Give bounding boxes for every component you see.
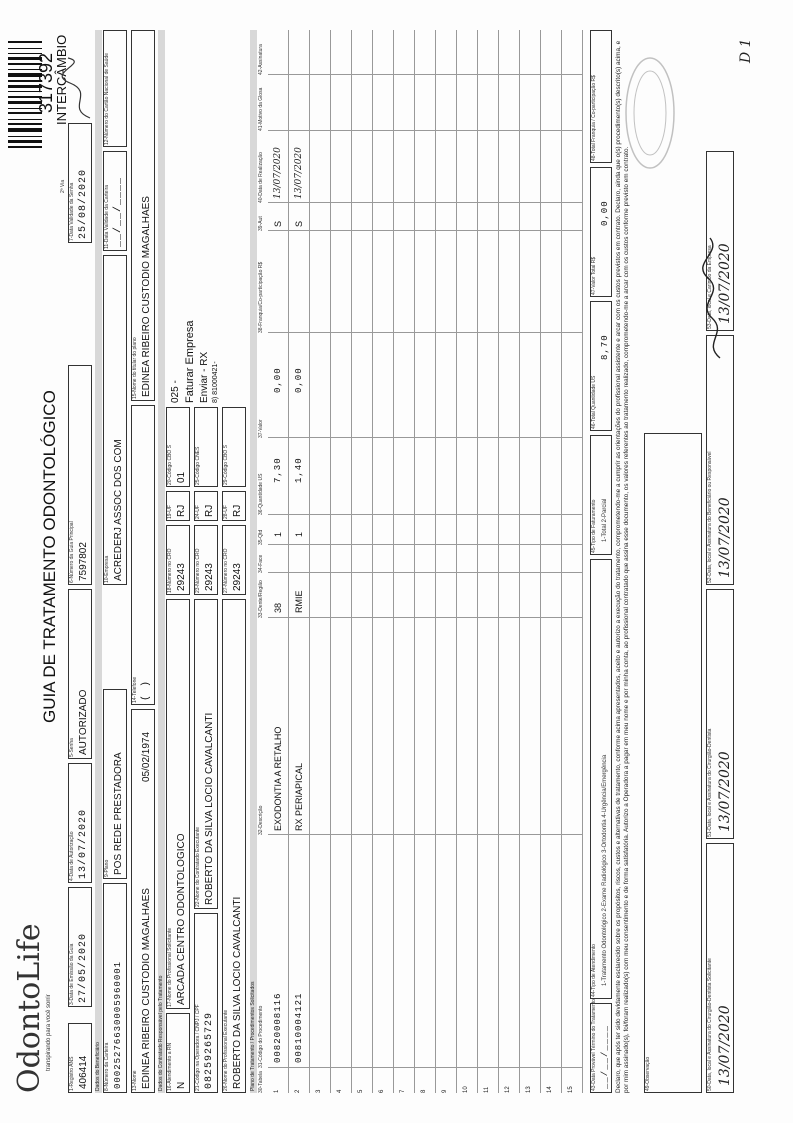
field-senha: 5-Senha AUTORIZADO bbox=[68, 589, 92, 759]
note-line-3: Enviar - RX bbox=[199, 351, 210, 403]
field-tipo-faturamento: 45-Tipo de Faturamento 1-Total 2-Parcial bbox=[590, 435, 612, 555]
row-number: 3 bbox=[316, 1089, 322, 1093]
field-contratado-executante: 22-Nome do Contratado Executante ROBERTO DA SILVA LOCIO CAVALCANTI bbox=[194, 599, 218, 909]
field-profissional-solicitante: 17-Nome do Profissional Solicitante ARCADA CENTRO ODONTOLOGICO bbox=[166, 599, 190, 1009]
field-empresa: 10-Empresa ACREDERJ ASSOC DOS COM bbox=[103, 255, 127, 585]
table-row bbox=[520, 30, 541, 1093]
table-row bbox=[457, 30, 478, 1093]
row-number: 11 bbox=[484, 1086, 490, 1093]
form-title: GUIA DE TRATAMENTO ODONTOLÓGICO bbox=[40, 390, 59, 723]
row-number: 2 bbox=[295, 1089, 301, 1093]
barcode-bar bbox=[8, 140, 42, 143]
table-header: 30-Tabela 31-Código do Procedimento 32-Descrição 33-Dente/Região 34-Face 35-Qtd 36-Quantidade US 37-Valor 38-Franquia/Co-participação R$ 39-Aut 40-Data de Realização 41-Motivo da Glosa 42-Assinatura bbox=[258, 44, 264, 1093]
table-row bbox=[478, 30, 499, 1093]
field-uf-executante: 28-UF RJ bbox=[222, 491, 246, 521]
field-registro-ans: 1-Registro ANS 406414 bbox=[68, 1023, 92, 1093]
field-validade-carteira: 11-Data Validade da Carteira __/__/____ bbox=[103, 151, 127, 251]
field-observacao: 49-Observação bbox=[644, 433, 702, 1093]
field-data-emissao: 3-Data de Emissão da Guia 27/05/2020 bbox=[68, 887, 92, 1007]
row-number: 4 bbox=[337, 1089, 343, 1093]
table-row bbox=[373, 30, 394, 1093]
declaration-text: Declaro, que após ter sido devidamente esclarecido sobre os propósitos, riscos, custos e alternativas de tratamento, conforme acima apresentados, aceito e autorizo a execução do tratamento, comprometendo-me a cumprir as orientações do profissional assistente e arcar com os custos previstos em contrato. Declaro, ainda que o(s) procedimento(s) descrito(s) acima, e por mim assinado(s), foi/foram realizado(s) com meu consentimento e de forma satisfatória. Autorizo a Operadora a pagar em meu nome e por minha conta, ao profissional contratado que assina esse documento, os valores referentes ao tratamento realizado, comprometendo-me a arcar com os custos conforme previsto em contrato. bbox=[615, 40, 630, 1093]
quantity-us: 7,30 bbox=[273, 457, 283, 483]
margin-mark: D 1 bbox=[738, 38, 754, 63]
section-procedimentos: Plano de Tratamento / Procedimentos Solicitados bbox=[250, 30, 257, 1093]
authorized: S bbox=[294, 220, 304, 227]
row-number: 6 bbox=[379, 1089, 385, 1093]
field-valor-total: 47-Valor Total R$ 0,00 bbox=[590, 167, 612, 297]
table-row bbox=[562, 30, 583, 1093]
row-number: 15 bbox=[568, 1086, 574, 1093]
note-line-4: 8) 81000421- bbox=[212, 361, 219, 403]
field-carimbo-empresa: 53-Data, local e Carimbo da Empresa 13/07/2020 bbox=[706, 151, 734, 331]
field-codigo-operadora: 21-Código na Operadora / CNPJ / CPF 08259265729 bbox=[194, 913, 218, 1093]
field-assinatura-beneficiario: 52-Data, local e Assinatura do Beneficiário ou Responsável 13/07/2020 bbox=[706, 335, 734, 585]
table-row bbox=[499, 30, 520, 1093]
logo-tagline: transpirando para você sorrir bbox=[46, 994, 52, 1071]
field-cnes: 25-Código CNES bbox=[194, 407, 218, 487]
table-row bbox=[541, 30, 562, 1093]
row-number: 13 bbox=[526, 1086, 532, 1093]
field-tipo-atendimento: 44-Tipo de Atendimento 1-Tratamento Odontológico 2-Exame Radiológico 3-Ortodontia 4-Urgência/Emergência bbox=[590, 559, 612, 999]
field-carteira: 8-Número da Carteira 00025276630005960001 bbox=[103, 883, 127, 1093]
field-cro-contratado: 23-Número no CRO 29243 bbox=[194, 525, 218, 595]
field-guia-principal: 6-Número da Guia Principal 7597802 bbox=[68, 365, 92, 585]
row-number: 7 bbox=[400, 1089, 406, 1093]
field-profissional-executante: 26-Nome do Profissional Executante ROBERTO DA SILVA LOCIO CAVALCANTI bbox=[222, 599, 246, 1093]
barcode-bar bbox=[8, 48, 42, 49]
section-beneficiario: Dados do Beneficiário bbox=[95, 30, 102, 1093]
field-validade-senha: 7-Data Validade da Senha 25/08/2020 bbox=[68, 123, 92, 243]
date-realizacao: 13/07/2020 bbox=[273, 147, 283, 199]
beneficiary-signature bbox=[700, 233, 730, 363]
table-row bbox=[415, 30, 436, 1093]
field-uf-contratado: 24-UF RJ bbox=[194, 491, 218, 521]
form-number: 317392 bbox=[36, 52, 56, 113]
table-row bbox=[436, 30, 457, 1093]
field-cro-executante: 27-Número no CRO 29243 bbox=[222, 525, 246, 595]
field-termino-tratamento: 43-Data Provável Término do Tratamento __/__/____ bbox=[591, 999, 610, 1091]
field-cro-solicitante: 18-Número no CRO 29243 bbox=[166, 525, 190, 595]
row-number: 8 bbox=[421, 1089, 427, 1093]
quantity: 1 bbox=[294, 531, 304, 537]
field-uf-solicitante: 19-UF RJ bbox=[166, 491, 190, 521]
section-contratado: Dados do Contratado Responsável pelo Tratamento bbox=[158, 30, 165, 1093]
barcode-bar bbox=[8, 41, 42, 43]
tooth-region: RMIE bbox=[294, 590, 304, 613]
field-atendimento-rn: 16-Atendimento a RN N bbox=[166, 1013, 190, 1093]
value: 0,00 bbox=[294, 367, 304, 393]
barcode-bar bbox=[8, 119, 42, 120]
field-plano: 9-Plano POS REDE PRESTADORA bbox=[103, 689, 127, 879]
barcode-bar bbox=[8, 146, 42, 148]
row-number: 1 bbox=[274, 1089, 280, 1093]
procedure-description: EXODONTIA A RETALHO bbox=[273, 726, 283, 831]
barcode-bar bbox=[8, 128, 42, 132]
procedure-description: RX PERIAPICAL bbox=[294, 762, 304, 831]
row-number: 14 bbox=[547, 1086, 553, 1093]
authorized: S bbox=[273, 220, 283, 227]
procedure-code: 00810004121 bbox=[294, 992, 304, 1063]
note-line-2: Faturar Empresa bbox=[184, 320, 196, 403]
via-label: 2ª Via bbox=[60, 179, 66, 193]
row-number: 5 bbox=[358, 1089, 364, 1093]
field-data-autorizacao: 4-Data de Autorização 13/07/2020 bbox=[68, 763, 92, 883]
form-type: INTERCÂMBIO bbox=[54, 34, 69, 125]
table-row bbox=[289, 30, 310, 1093]
table-row bbox=[268, 30, 289, 1093]
note-line-1: 025 - bbox=[170, 380, 181, 403]
tooth-region: 38 bbox=[273, 602, 283, 613]
field-titular: 15-Nome do titular do plano EDINEA RIBEIRO CUSTODIO MAGALHAES bbox=[131, 30, 155, 401]
field-assinatura-solicitante: 50-Data, local e Assinatura do Cirurgião-Dentista Solicitante 13/07/2020 bbox=[706, 843, 734, 1093]
company-stamp bbox=[620, 53, 680, 173]
odontolife-logo: OdontoLife bbox=[12, 923, 47, 1093]
value: 0,00 bbox=[273, 367, 283, 393]
field-total-franquia: 48-Total Franquia / Co-participação R$ bbox=[590, 30, 612, 163]
field-cartao-nacional: 12-Número do Cartão Nacional de Saúde bbox=[103, 30, 127, 147]
row-number: 12 bbox=[505, 1086, 511, 1093]
row-number: 10 bbox=[463, 1086, 469, 1093]
field-total-us: 46-Total Quantidade US 8,70 bbox=[590, 301, 612, 431]
table-row bbox=[394, 30, 415, 1093]
table-row bbox=[331, 30, 352, 1093]
barcode-bar bbox=[8, 123, 42, 125]
field-telefone: 14-Telefone ( ) bbox=[131, 405, 155, 705]
quantity-us: 1,40 bbox=[294, 457, 304, 483]
quantity: 1 bbox=[273, 531, 283, 537]
barcode-bar bbox=[8, 136, 42, 137]
table-row bbox=[310, 30, 331, 1093]
date-realizacao: 13/07/2020 bbox=[294, 147, 304, 199]
field-nome: 13-Nome EDINEA RIBEIRO CUSTODIO MAGALHAES 05/02/1974 bbox=[131, 709, 155, 1093]
scribble-mark bbox=[60, 53, 100, 123]
procedure-code: 00820008116 bbox=[273, 992, 283, 1063]
field-cbo-executante: 29-Código CBO S bbox=[222, 407, 246, 487]
table-row bbox=[352, 30, 373, 1093]
row-number: 9 bbox=[442, 1089, 448, 1093]
field-cbo-solicitante: 20-Código CBO S 01 bbox=[166, 407, 190, 487]
field-assinatura-dentista: 51-Data, local e Assinatura do Cirurgião-Dentista 13/07/2020 bbox=[706, 589, 734, 839]
